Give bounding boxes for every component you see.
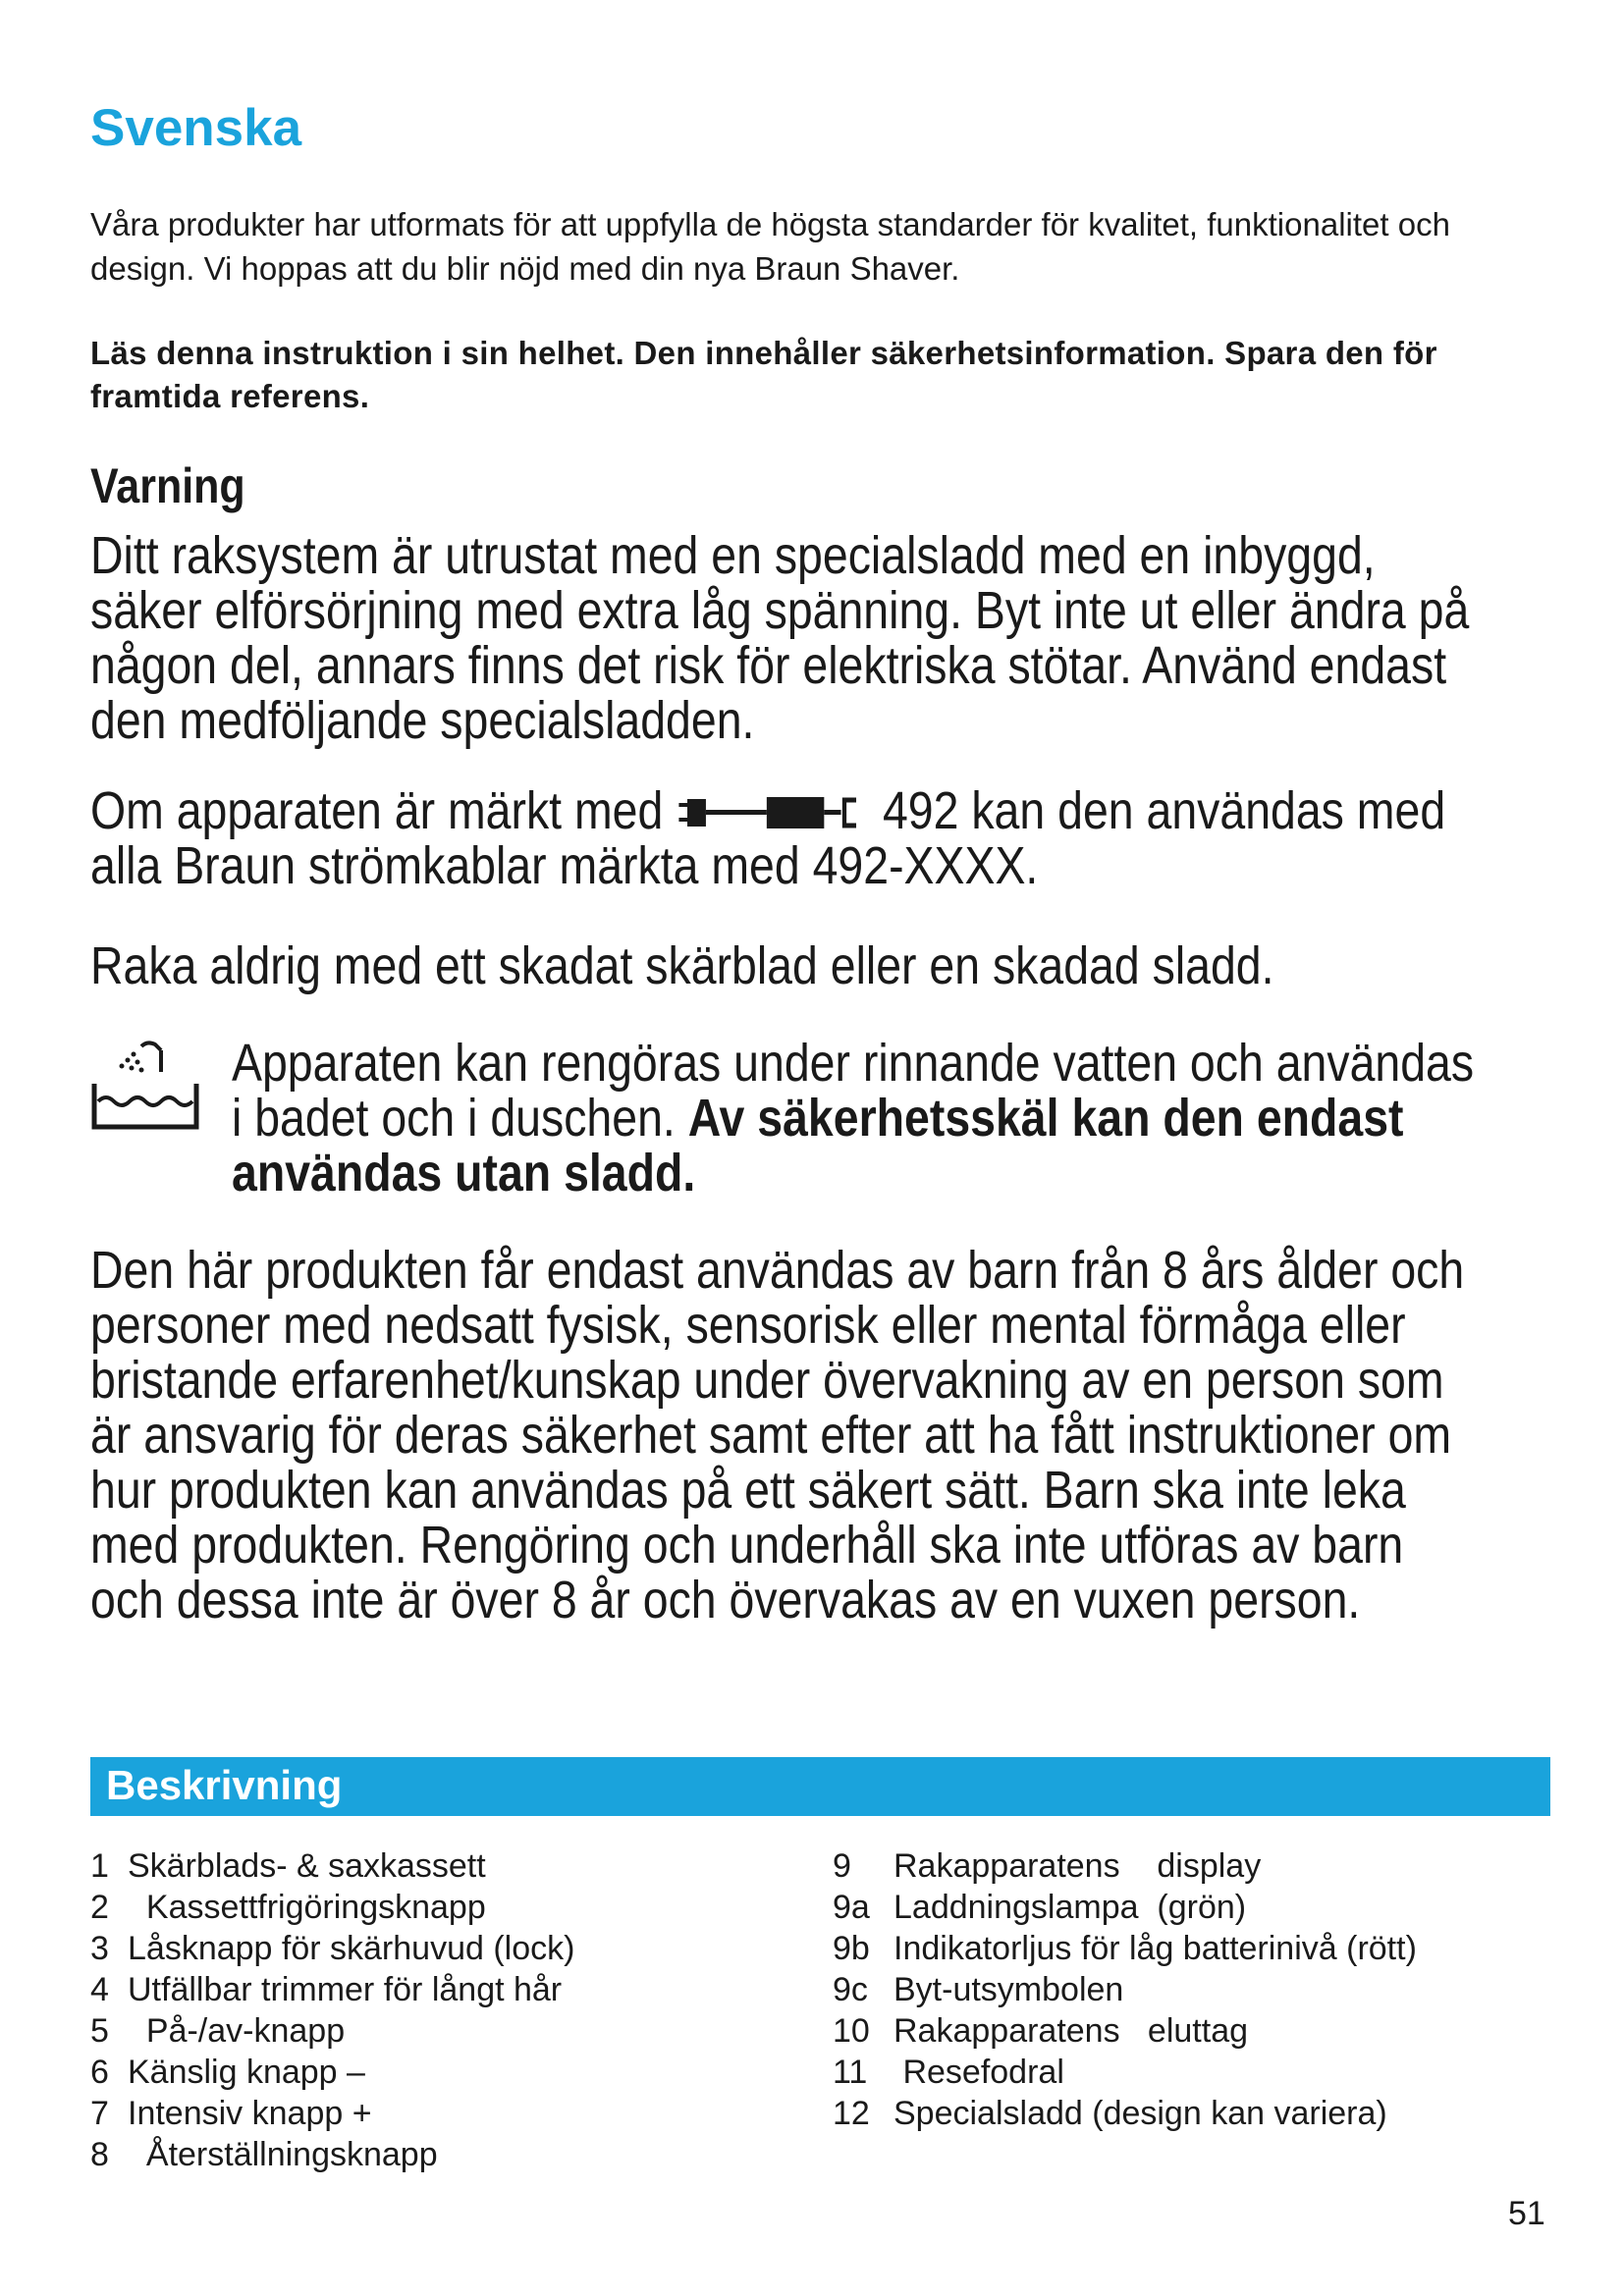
parts-list-left	[90, 1845, 837, 2175]
parts-list-item	[90, 2052, 837, 2093]
parts-list-item	[833, 1969, 1559, 2010]
item-number: 5	[90, 2012, 109, 2050]
item-label: Byt-utsymbolen	[893, 1971, 1124, 2008]
marking-text-before: Om apparaten är märkt med	[90, 781, 664, 840]
item-label: Laddningslampa (grön)	[893, 1889, 1247, 1926]
item-label: Resefodral	[893, 2054, 1064, 2091]
parts-list-item	[90, 1887, 837, 1928]
item-number: 7	[90, 2095, 109, 2132]
item-number: 9b	[833, 1930, 870, 1967]
item-label: Intensiv knapp +	[128, 2095, 372, 2132]
shower-bath-icon	[88, 1039, 202, 1133]
item-number: 9a	[833, 1889, 870, 1926]
parts-list-item	[833, 2010, 1559, 2052]
item-label: Återställningsknapp	[128, 2136, 438, 2173]
description-heading-bar	[90, 1757, 1550, 1816]
parts-list-item	[90, 1845, 837, 1887]
item-number: 2	[90, 1889, 109, 1926]
warning-paragraph-damaged: Raka aldrig med ett skadat skärblad eller en skadad sladd.	[90, 936, 1274, 995]
item-number: 1	[90, 1847, 109, 1885]
page-number: 51	[1508, 2195, 1545, 2232]
intro-paragraph: Våra produkter har utformats för att uppfylla de högsta standarder för kvalitet, funktionalitet och design. Vi hoppas att du blir nöjd med din nya Braun Shaver.	[90, 206, 1450, 287]
item-label: Utfällbar trimmer för långt hår	[128, 1971, 563, 2008]
item-number: 6	[90, 2054, 109, 2091]
item-number: 12	[833, 2095, 870, 2132]
item-number: 11	[833, 2054, 868, 2091]
water-text-normal: Apparaten kan rengöras under rinnande vatten och användas i badet och i duschen.	[232, 1034, 1475, 1148]
parts-list-item	[833, 1928, 1559, 1969]
parts-list-item	[833, 2093, 1559, 2134]
intro-bold-notice: Läs denna instruktion i sin helhet. Den innehåller säkerhetsinformation. Spara den för framtida referens.	[90, 335, 1437, 414]
parts-list-item	[90, 2134, 837, 2175]
item-label: Skärblads- & saxkassett	[128, 1847, 486, 1885]
parts-list-item	[90, 1928, 837, 1969]
marking-text-after: 492 kan den användas med alla Braun strömkablar märkta med 492-XXXX.	[90, 781, 1446, 895]
warning-paragraph-children: Den här produkten får endast användas av barn från 8 års ålder och personer med nedsatt fysisk, sensorisk eller mental förmåga eller bristande erfarenhet/kunskap under övervakning av en person som är ansvarig för deras säkerhet samt efter att ha fått instruktioner om hur produkten kan användas på ett säkert sätt. Barn ska inte leka med produkten. Rengöring och underhåll ska inte utföras av barn och dessa inte är över 8 år och övervakas av en vuxen person.	[90, 1241, 1465, 1629]
item-label: Känslig knapp –	[128, 2054, 365, 2091]
item-number: 8	[90, 2136, 109, 2173]
item-label: Rakapparatens eluttag	[893, 2012, 1249, 2050]
item-number: 10	[833, 2012, 870, 2050]
item-label: Rakapparatens display	[893, 1847, 1262, 1885]
warning-heading: Varning	[90, 458, 245, 513]
description-heading: Beskrivning	[106, 1762, 343, 1808]
power-plug-symbol-icon	[676, 793, 870, 832]
parts-list-right	[833, 1845, 1559, 2134]
item-number: 4	[90, 1971, 109, 2008]
item-label: Låsknapp för skärhuvud (lock)	[128, 1930, 575, 1967]
warning-paragraph-cord: Ditt raksystem är utrustat med en specialsladd med en inbyggd, säker elförsörjning med extra låg spänning. Byt inte ut eller ändra på någon del, annars finns det risk för elektriska stötar. Använd endast den medföljande specialsladden.	[90, 526, 1470, 750]
parts-list-item	[90, 2010, 837, 2052]
item-label: Specialsladd (design kan variera)	[893, 2095, 1387, 2132]
parts-list-item	[90, 1969, 837, 2010]
warning-paragraph-water	[232, 1036, 1482, 1201]
item-number: 3	[90, 1930, 109, 1967]
language-heading: Svenska	[90, 99, 302, 157]
water-text-bold: Av säkerhetsskäl kan den endast användas utan sladd.	[232, 1089, 1404, 1202]
parts-list-item	[833, 1845, 1559, 1887]
parts-list-item	[833, 1887, 1559, 1928]
item-number: 9c	[833, 1971, 868, 2008]
item-number: 9	[833, 1847, 851, 1885]
item-label: Kassettfrigöringsknapp	[128, 1889, 486, 1926]
warning-paragraph-marking	[90, 783, 1475, 893]
item-label: Indikatorljus för låg batterinivå (rött)	[893, 1930, 1417, 1967]
item-label: På-/av-knapp	[128, 2012, 346, 2050]
parts-list-item	[90, 2093, 837, 2134]
parts-list-item	[833, 2052, 1559, 2093]
